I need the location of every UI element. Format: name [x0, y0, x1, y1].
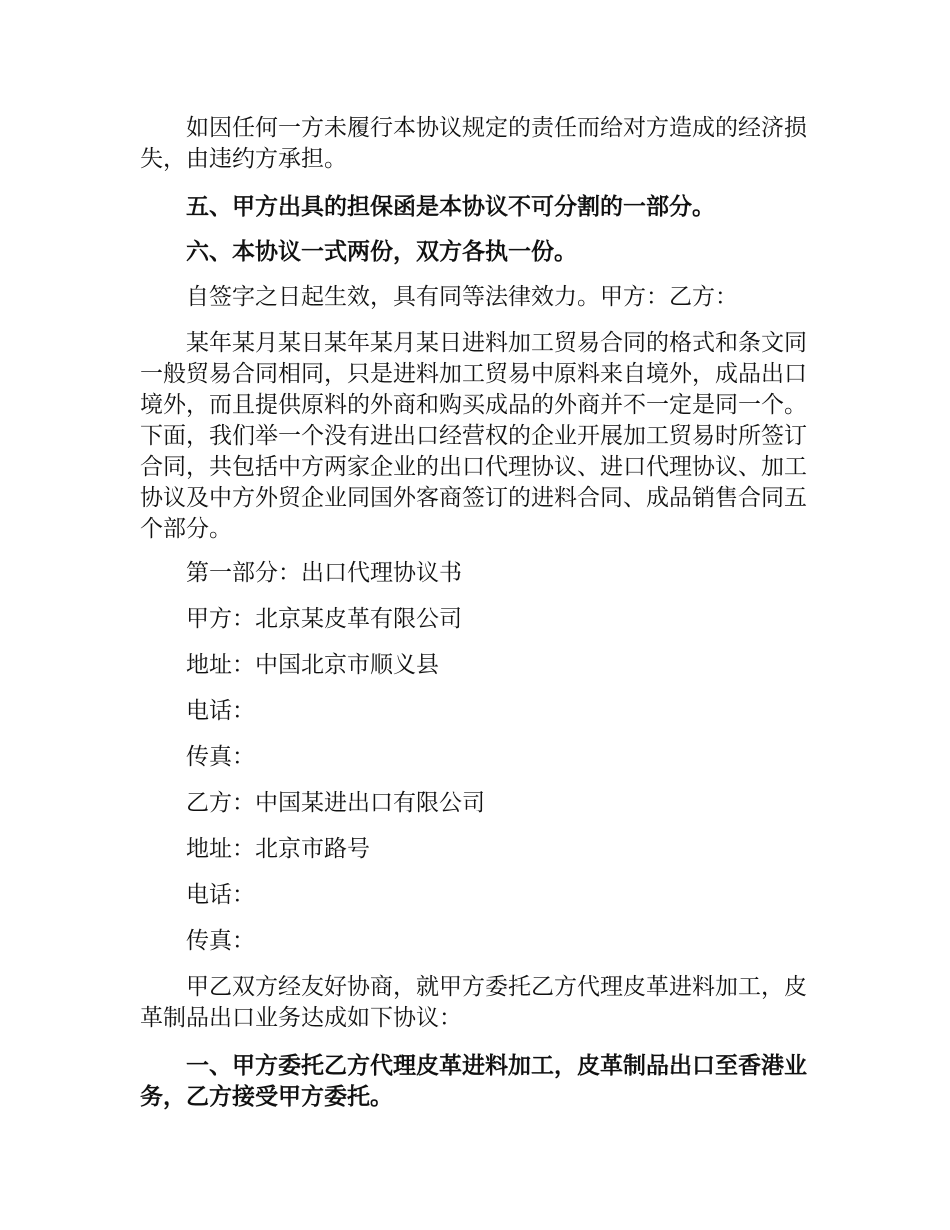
- party-b-phone: 电话：: [186, 882, 255, 908]
- clause-5-heading: 五、甲方出具的担保函是本协议不可分割的一部分。: [186, 193, 715, 220]
- paragraph-intro: 某年某月某日某年某月某日进料加工贸易合同的格式和条文同一般贸易合同相同，只是进料加工贸易中原料来自境外，成品出口境外，而且提供原料的外商和购买成品的外商并不一定是同一个。下面，我们举一个没有进出口经营权的企业开展加工贸易时所签订合同，共包括中方两家企业的出口代理协议、进口代理协议、加工协议及中方外贸企业同国外客商签订的进料合同、成品销售合同五个部分。: [140, 330, 807, 542]
- party-a-fax: 传真：: [186, 744, 255, 770]
- party-a-phone: 电话：: [186, 698, 255, 724]
- clause-1-heading: 一、甲方委托乙方代理皮革进料加工，皮革制品出口至香港业务，乙方接受甲方委托。: [140, 1052, 807, 1110]
- paragraph-effective: 自签字之日起生效，具有同等法律效力。甲方：乙方：: [186, 284, 738, 310]
- party-a-name: 甲方：北京某皮革有限公司: [186, 606, 462, 632]
- party-b-name: 乙方：中国某进出口有限公司: [186, 790, 485, 816]
- clause-6-heading: 六、本协议一式两份，双方各执一份。: [186, 238, 577, 265]
- section-title-part1: 第一部分：出口代理协议书: [186, 560, 462, 586]
- paragraph-agreement: 甲乙双方经友好协商，就甲方委托乙方代理皮革进料加工，皮革制品出口业务达成如下协议：: [140, 974, 807, 1031]
- paragraph-liability: 如因任何一方未履行本协议规定的责任而给对方造成的经济损失，由违约方承担。: [140, 115, 807, 172]
- party-b-fax: 传真：: [186, 928, 255, 954]
- party-b-address: 地址：北京市路号: [186, 836, 370, 862]
- party-a-address: 地址：中国北京市顺义县: [186, 652, 439, 678]
